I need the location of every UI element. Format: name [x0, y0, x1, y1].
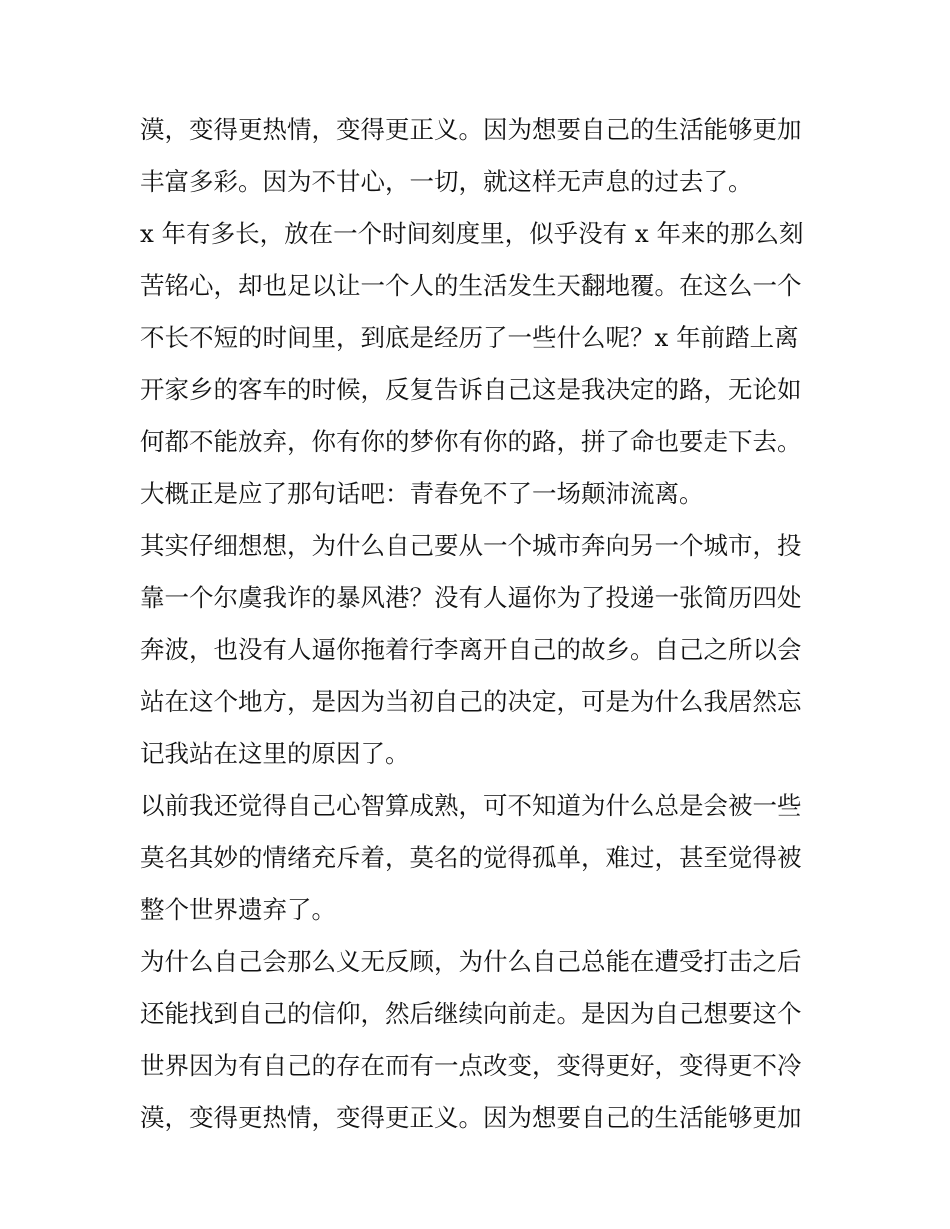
text-line: 奔波，也没有人逼你拖着行李离开自己的故乡。自己之所以会 — [140, 635, 802, 664]
text-line: 大概正是应了那句话吧：青春免不了一场颠沛流离。 — [140, 479, 704, 508]
text-line: 记我站在这里的原因了。 — [140, 739, 410, 768]
text-line: 世界因为有自己的存在而有一点改变，变得更好，变得更不冷 — [140, 1051, 802, 1080]
text-line: 还能找到自己的信仰，然后继续向前走。是因为自己想要这个 — [140, 999, 802, 1028]
text-line: 丰富多彩。因为不甘心，一切，就这样无声息的过去了。 — [140, 167, 753, 196]
text-line: 整个世界遗弃了。 — [140, 895, 336, 924]
body-text — [140, 104, 820, 1144]
text-line: 何都不能放弃，你有你的梦你有你的路，拼了命也要走下去。 — [140, 427, 802, 456]
text-line: x 年有多长，放在一个时间刻度里，似乎没有 x 年来的那么刻 — [140, 219, 804, 248]
text-line: 莫名其妙的情绪充斥着，莫名的觉得孤单，难过，甚至觉得被 — [140, 843, 802, 872]
text-line: 开家乡的客车的时候，反复告诉自己这是我决定的路，无论如 — [140, 375, 802, 404]
text-line: 漠，变得更热情，变得更正义。因为想要自己的生活能够更加 — [140, 115, 802, 144]
text-line: 站在这个地方，是因为当初自己的决定，可是为什么我居然忘 — [140, 687, 802, 716]
text-line: 不长不短的时间里，到底是经历了一些什么呢？x 年前踏上离 — [140, 323, 799, 352]
text-line: 其实仔细想想，为什么自己要从一个城市奔向另一个城市，投 — [140, 531, 802, 560]
text-line: 漠，变得更热情，变得更正义。因为想要自己的生活能够更加 — [140, 1103, 802, 1132]
text-line: 靠一个尔虞我诈的暴风港？没有人逼你为了投递一张简历四处 — [140, 583, 802, 612]
text-line: 以前我还觉得自己心智算成熟，可不知道为什么总是会被一些 — [140, 791, 802, 820]
text-line: 为什么自己会那么义无反顾，为什么自己总能在遭受打击之后 — [140, 947, 802, 976]
text-line: 苦铭心，却也足以让一个人的生活发生天翻地覆。在这么一个 — [140, 271, 802, 300]
